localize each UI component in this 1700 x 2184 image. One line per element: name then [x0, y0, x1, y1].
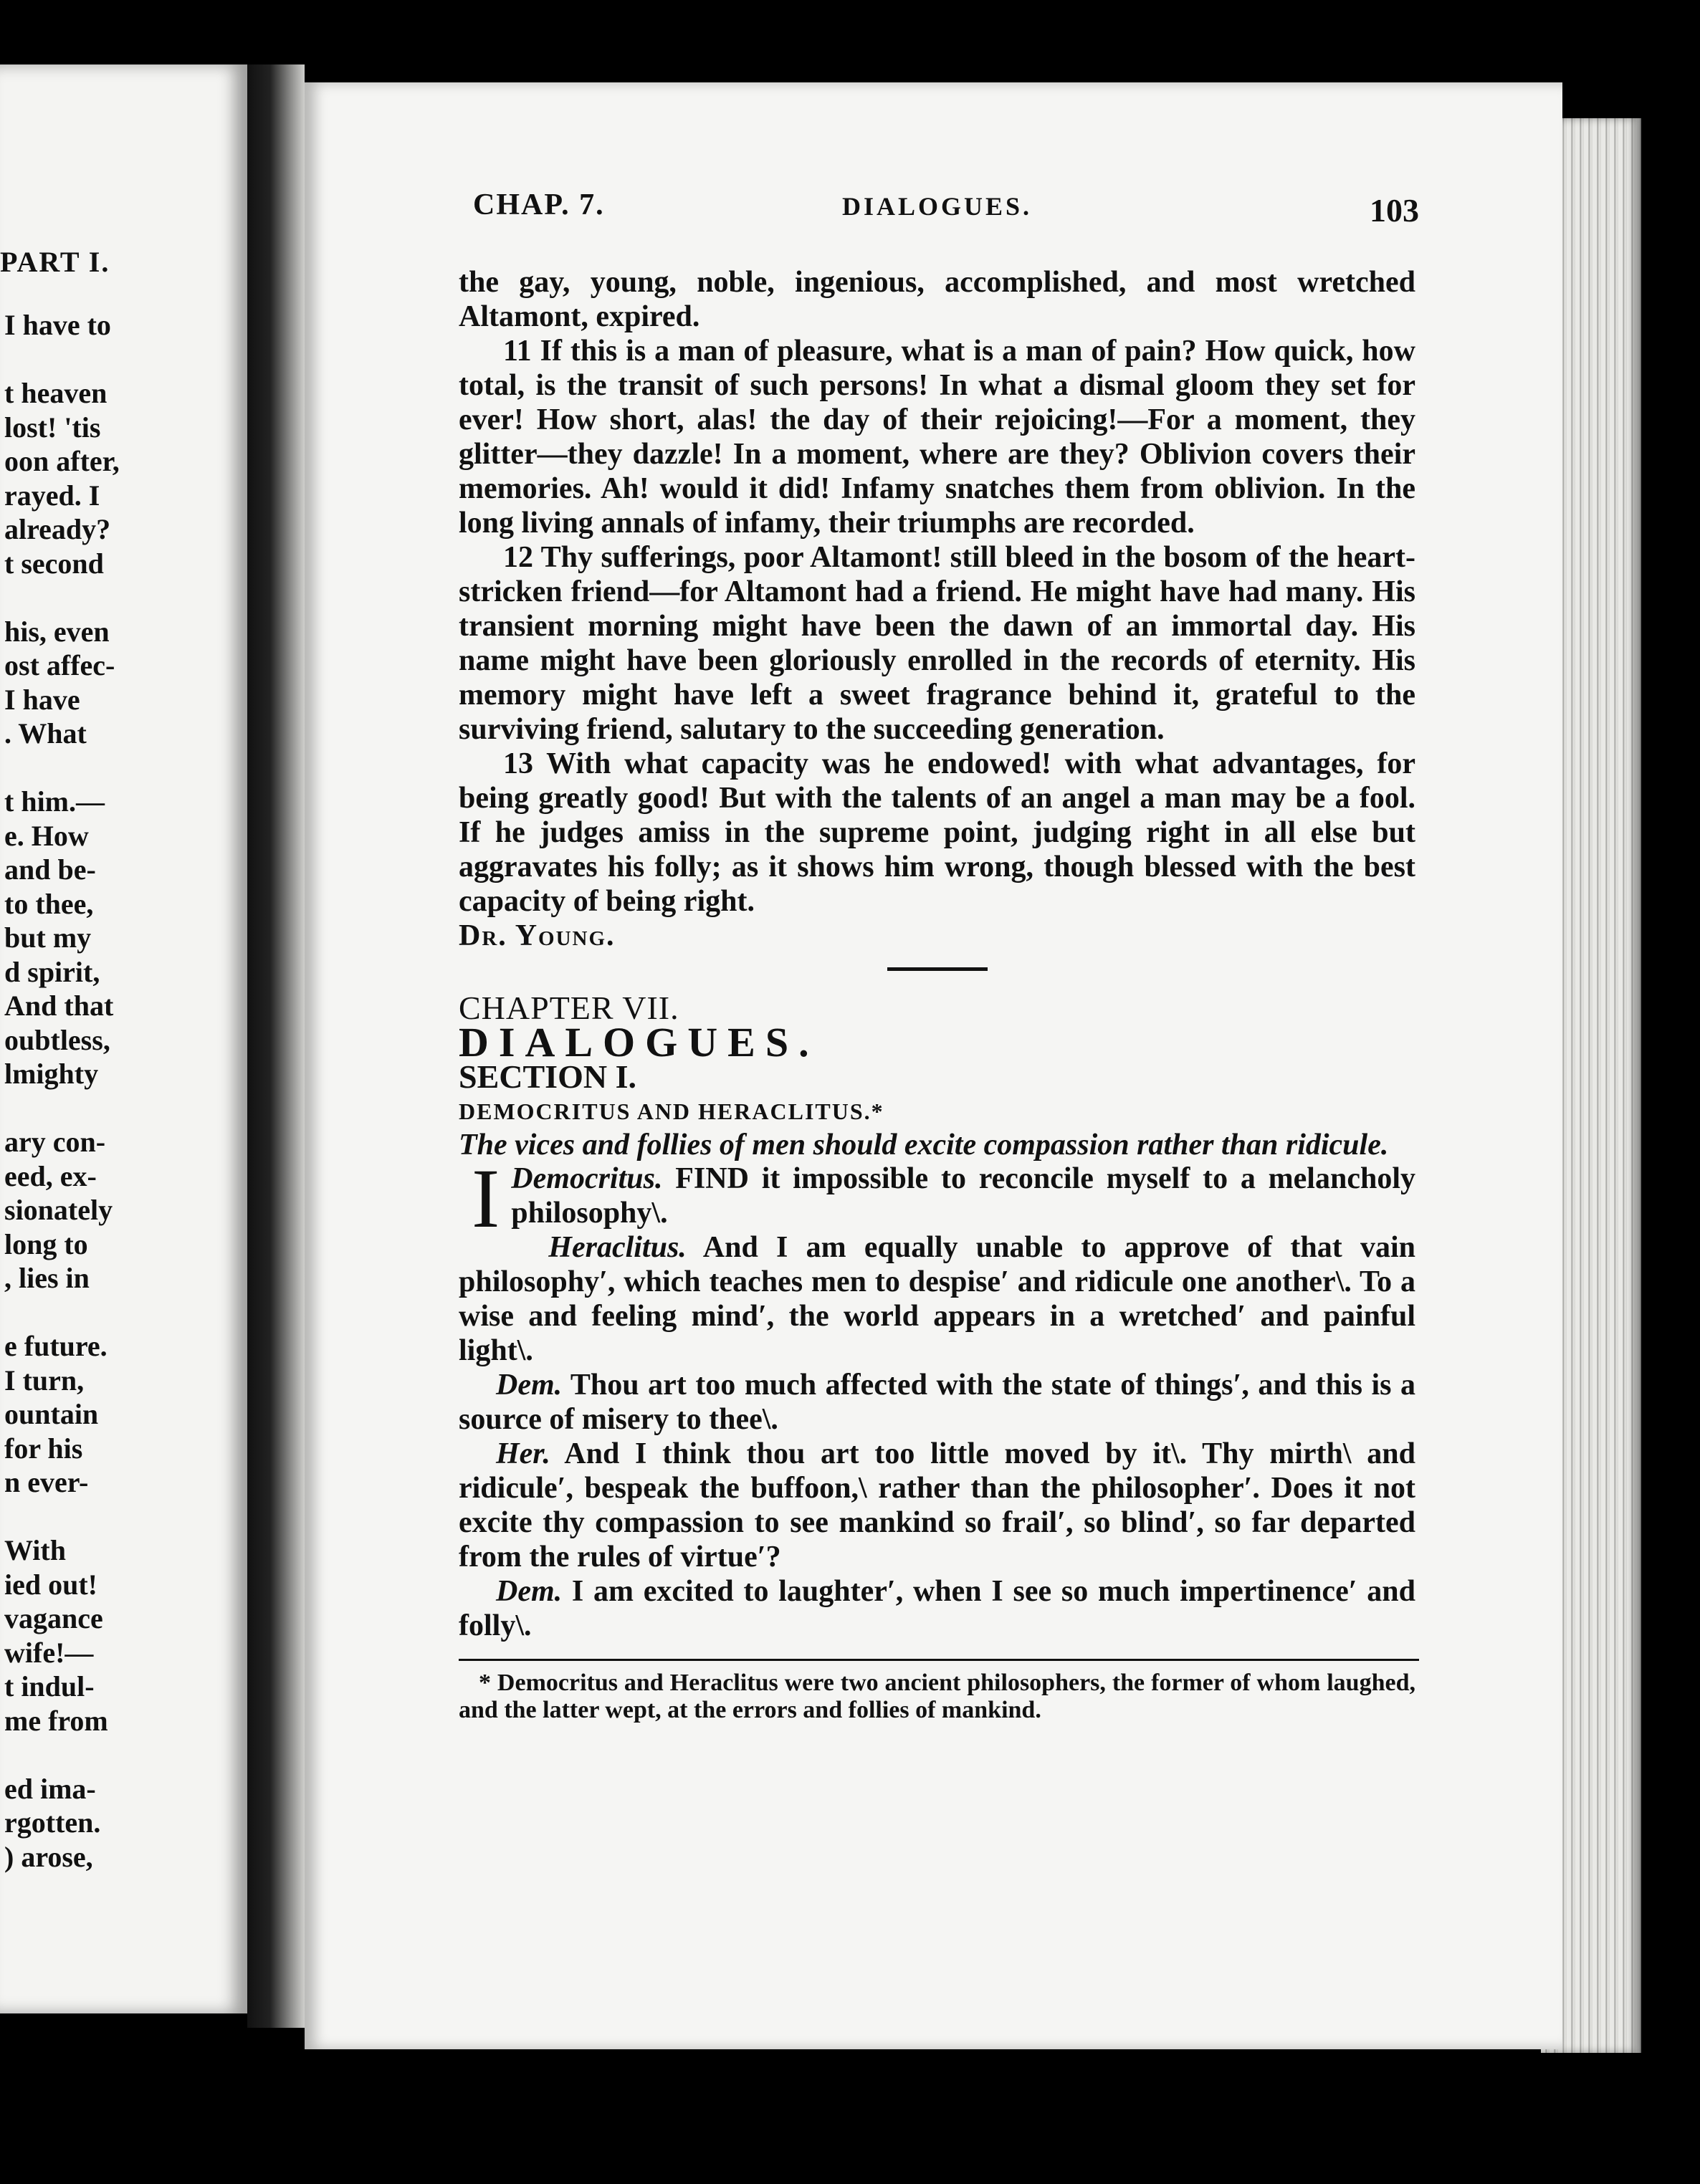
- previous-page: [0, 64, 247, 2013]
- chapter-heading: CHAPTER VII.: [459, 990, 679, 1026]
- left-page-line: ) arose,: [4, 1840, 93, 1873]
- speaker-name: Heraclitus.: [548, 1231, 687, 1264]
- left-page-line: eed, ex-: [4, 1159, 97, 1192]
- left-page-line: I turn,: [4, 1364, 85, 1397]
- drop-cap: I: [472, 1151, 500, 1245]
- paragraph-continued: the gay, young, noble, ingenious, accomplished, and most wretched Altamont, expired.: [459, 266, 1415, 333]
- left-page-line: ed ima-: [4, 1772, 96, 1805]
- left-page-line: for his: [4, 1432, 83, 1465]
- left-page-line: me from: [4, 1704, 108, 1737]
- paragraph-13: 13 With what capacity was he endowed! with what advantages, for being greatly good! But with the talents of an angel a man may be a fool. If he judges amiss in the supreme point, judging right in all else but aggravates his folly; as it shows him wrong, though blessed with the best capacity of being right.: [459, 747, 1415, 918]
- left-page-line: oubtless,: [4, 1023, 110, 1056]
- running-head-title: DIALOGUES.: [842, 192, 1033, 221]
- chapter-title: DIALOGUES.: [459, 1019, 819, 1065]
- section-heading: SECTION I.: [459, 1058, 636, 1095]
- left-page-line: I have to: [4, 309, 111, 341]
- left-page-line: long to: [4, 1227, 88, 1260]
- left-page-line: and be-: [4, 853, 96, 886]
- left-page-line: e future.: [4, 1330, 108, 1362]
- section-speakers: DEMOCRITUS AND HERACLITUS.*: [459, 1098, 884, 1124]
- left-page-line: t heaven: [4, 377, 108, 409]
- speaker-name: Dem.: [496, 1575, 563, 1608]
- left-page-line: t him.—: [4, 785, 105, 818]
- left-page-line: [0, 1295, 247, 1330]
- section-divider: [887, 967, 988, 971]
- dialogue-text: I am excited to laughter′, when I see so much impertinence′ and folly\.: [459, 1575, 1415, 1642]
- left-page-line: but my: [4, 921, 92, 954]
- left-page-line: his, even: [4, 615, 110, 648]
- left-page-line: t indul-: [4, 1670, 95, 1702]
- author-signature: Dr. Young.: [459, 919, 616, 952]
- left-page-line: ied out!: [4, 1568, 97, 1601]
- left-page-line: sionately: [4, 1194, 113, 1226]
- left-page-line: And that: [4, 990, 114, 1022]
- left-page-line: wife!—: [4, 1636, 94, 1669]
- dialogue-line-1: [459, 1151, 1415, 1245]
- left-page-line: [0, 343, 247, 377]
- page-number: 103: [1370, 192, 1419, 229]
- left-page-line: [0, 580, 247, 615]
- footnote-divider: [459, 1659, 1419, 1661]
- left-page-line: ost affec-: [4, 649, 115, 681]
- speaker-name: Her.: [496, 1437, 550, 1470]
- dialogue-text: FIND it impossible to reconcile myself to a melancholy philosophy\.: [511, 1162, 1415, 1230]
- speaker-name: Dem.: [496, 1369, 563, 1402]
- left-page-line: to thee,: [4, 887, 94, 920]
- dialogue-line-4: [459, 1437, 1415, 1574]
- dialogue-line-5: [459, 1574, 1415, 1643]
- left-page-line: With: [4, 1534, 66, 1566]
- dialogue-text: And I am equally unable to approve of that vain philosophy′, which teaches men to despise′ and ridicule one another\. To a wise and feeling mind′, the world appears in a wretched′ and painful light\.: [459, 1231, 1415, 1367]
- left-page-text: [0, 308, 247, 1874]
- running-head-chapter: CHAP. 7.: [473, 188, 605, 221]
- left-page-line: [0, 751, 247, 785]
- left-page-line: vagance: [4, 1602, 103, 1634]
- dialogue-text: Thou art too much affected with the state of things′, and this is a source of misery to thee\.: [459, 1369, 1415, 1436]
- left-page-line: lost! 'tis: [4, 411, 101, 444]
- speaker-name: Democritus.: [511, 1162, 663, 1195]
- left-page-line: e. How: [4, 819, 89, 852]
- left-page-line: oon after,: [4, 445, 120, 477]
- left-page-line: n ever-: [4, 1466, 89, 1498]
- left-page-line: , lies in: [4, 1262, 90, 1294]
- left-page-line: lmighty: [4, 1058, 99, 1090]
- left-page-line: [0, 1738, 247, 1772]
- book-gutter: [247, 64, 305, 2028]
- left-page-line: rgotten.: [4, 1806, 101, 1839]
- section-subtitle: The vices and follies of men should excite compassion rather than ridicule.: [459, 1129, 1389, 1162]
- dialogue-text: And I think thou art too little moved by it\. Thy mirth\ and ridicule′, bespeak the buffoon,\ rather than the philosopher′. Does it not excite thy compassion to see mankind so frail′, so blind′, so far departed from the rules of virtue′?: [459, 1437, 1415, 1574]
- left-page-line: ary con-: [4, 1126, 106, 1158]
- left-page-line: rayed. I: [4, 479, 100, 512]
- running-head: [473, 188, 1419, 231]
- paragraph-12: 12 Thy sufferings, poor Altamont! still bleed in the bosom of the heart-stricken friend—for Altamont had a friend. He might have had many. His transient morning might have been the dawn of an immortal day. His name might have been gloriously enrolled in the records of eternity. His memory might have left a sweet fragrance behind it, grateful to the surviving friend, salutary to the succeeding generation.: [459, 541, 1415, 746]
- dialogue-line-2: [459, 1230, 1415, 1368]
- footnote: * Democritus and Heraclitus were two ancient philosophers, the former of whom laughed, and the latter wept, at the errors and follies of mankind.: [459, 1670, 1415, 1723]
- left-page-line: ountain: [4, 1398, 99, 1430]
- left-page-line: . What: [4, 717, 87, 749]
- left-page-line: d spirit,: [4, 955, 100, 988]
- paragraph-11: 11 If this is a man of pleasure, what is a man of pain? How quick, how total, is the transit of such persons! In what a dismal gloom they set for ever! How short, alas! the day of their rejoicing!—For a moment, they glitter—they dazzle! In a moment, where are they? Oblivion covers their memories. Ah! would it did! Infamy snatches them from oblivion. In the long living annals of infamy, their triumphs are recorded.: [459, 335, 1415, 540]
- left-page-line: [0, 1091, 247, 1126]
- left-page-line: t second: [4, 547, 104, 580]
- left-page-header: PART I.: [0, 246, 110, 278]
- left-page-line: [0, 1500, 247, 1534]
- left-page-line: already?: [4, 513, 111, 545]
- dialogue-line-3: [459, 1368, 1415, 1437]
- page-body: [459, 265, 1415, 1724]
- left-page-line: I have: [4, 683, 80, 716]
